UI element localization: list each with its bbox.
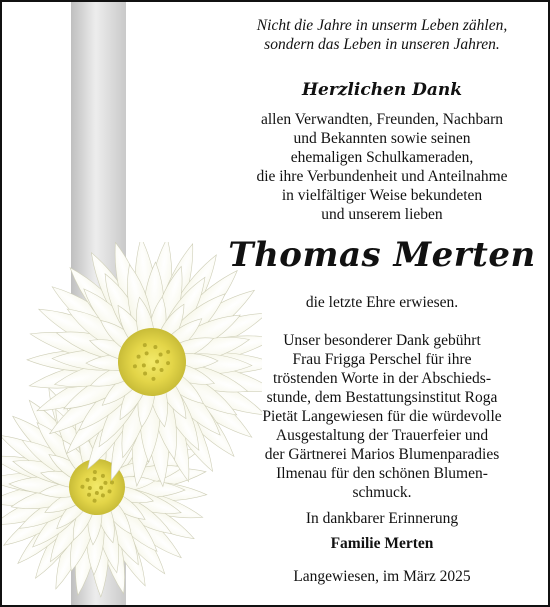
thanks-line: in vielfältiger Weise bekundeten	[281, 187, 483, 204]
special-thanks-line: tröstenden Worte in der Abschieds-	[273, 370, 491, 387]
special-thanks-line: stunde, dem Bestattungsinstitut Roga	[266, 389, 498, 406]
quote-line: sondern das Leben in unseren Jahren.	[264, 36, 500, 53]
honor-line: die letzte Ehre erwiesen.	[305, 294, 459, 311]
quote-line: Nicht die Jahre in unserm Leben zählen,	[256, 17, 508, 34]
deceased-name: Thomas Merten	[228, 235, 536, 275]
thanks-line: allen Verwandten, Freunden, Nachbarn	[260, 111, 504, 128]
special-thanks-line: Pietät Langewiesen für die würdevolle	[262, 408, 502, 425]
closing-memory: In dankbarer Erinnerung	[305, 510, 459, 527]
thanks-line: ehemaligen Schulkameraden,	[290, 149, 474, 166]
special-thanks	[217, 331, 547, 502]
special-thanks-line: der Gärtnerei Marios Blumenparadies	[264, 446, 500, 463]
quote	[217, 16, 547, 54]
thanks-line: und unserem lieben	[321, 206, 443, 223]
special-thanks-line: Ilmenau für den schönen Blumen-	[276, 465, 488, 482]
closing-place-date: Langewiesen, im März 2025	[293, 568, 471, 585]
special-thanks-line: Ausgestaltung der Trauerfeier und	[275, 427, 489, 444]
thanks-body	[217, 110, 547, 224]
special-thanks-line: schmuck.	[352, 484, 412, 501]
closing-family: Familie Merten	[330, 535, 434, 552]
thanks-heading: Herzlichen Dank	[301, 80, 463, 100]
special-thanks-line: Unser besonderer Dank gebührt	[283, 332, 481, 349]
special-thanks-line: Frau Frigga Perschel für ihre	[292, 351, 472, 368]
thanks-line: die ihre Verbundenheit und Anteilnahme	[256, 168, 508, 185]
thanks-line: und Bekannten sowie seinen	[293, 130, 471, 147]
